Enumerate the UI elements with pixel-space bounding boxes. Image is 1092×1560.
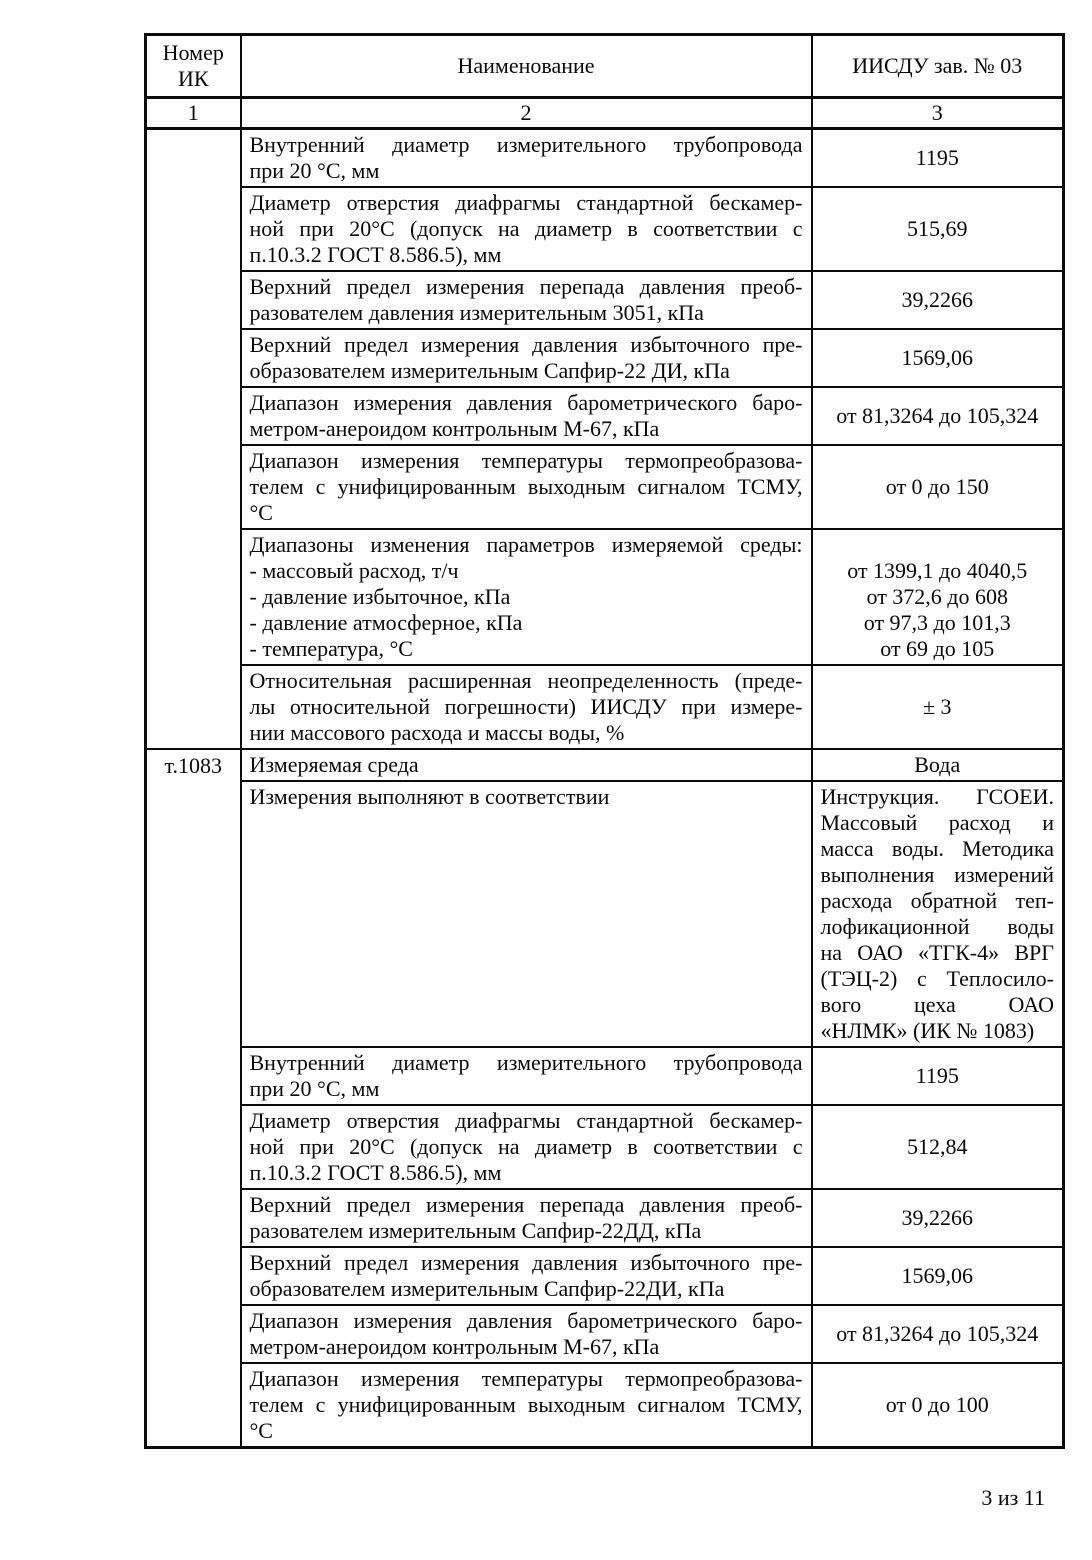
- column-number-row: [146, 98, 1064, 129]
- text-line: разователем давления измерительным 3051, кПа: [249, 300, 704, 325]
- text-line: лофикационной воды: [820, 914, 1054, 939]
- text-line: 1195: [915, 145, 959, 170]
- name-cell: [241, 749, 812, 781]
- name-cell: [241, 271, 812, 329]
- text-line: - массовый расход, т/ч: [249, 558, 459, 583]
- text-line: 1195: [915, 1063, 959, 1088]
- column-number-1: 1: [146, 98, 241, 129]
- text-line: образователем измерительным Сапфир-22ДИ, кПа: [249, 1276, 725, 1301]
- text-line: ной при 20°С (допуск на диаметр в соответствии с: [249, 216, 803, 241]
- table-row: [146, 529, 1064, 665]
- text-line: расхода обратной теп-: [820, 888, 1054, 913]
- text-line: вого цеха ОАО: [820, 992, 1054, 1017]
- value-cell: [812, 781, 1064, 1047]
- table-row: [146, 187, 1064, 271]
- measurement-table: [144, 33, 1065, 1449]
- text-line: Верхний предел измерения давления избыточного пре-: [249, 1250, 803, 1275]
- text-line: при 20 °С, мм: [249, 158, 380, 183]
- text-line: от 0 до 150: [885, 474, 989, 499]
- text-line: Диаметр отверстия диафрагмы стандартной бескамер-: [249, 190, 803, 215]
- text-line: - температура, °С: [249, 636, 413, 661]
- text-line: п.10.3.2 ГОСТ 8.586.5), мм: [249, 1160, 502, 1185]
- text-line: Верхний предел измерения перепада давления преоб-: [249, 1192, 803, 1217]
- table-row: [146, 129, 1064, 188]
- text-line: Диапазон измерения давления барометрического баро-: [249, 390, 803, 415]
- text-line: телем с унифицированным выходным сигналом ТСМУ,: [249, 474, 803, 499]
- text-line: - давление избыточное, кПа: [249, 584, 511, 609]
- text-line: Верхний предел измерения перепада давления преоб-: [249, 274, 803, 299]
- text-line: Измерения выполняют в соответствии: [249, 784, 610, 809]
- name-cell: [241, 129, 812, 188]
- text-line: от 372,6 до 608: [866, 584, 1009, 609]
- value-cell: [812, 1047, 1064, 1105]
- text-line: Внутренний диаметр измерительного трубопровода: [249, 132, 803, 157]
- col-header-name: Наименование: [241, 35, 812, 98]
- text-line: масса воды. Методика: [820, 836, 1054, 861]
- column-number-3: 3: [812, 98, 1064, 129]
- text-line: п.10.3.2 ГОСТ 8.586.5), мм: [249, 242, 502, 267]
- text-line: (ТЭЦ-2) с Теплосило-: [820, 966, 1054, 991]
- text-line: от 97,3 до 101,3: [863, 610, 1011, 635]
- name-cell: [241, 1305, 812, 1363]
- text-line: Относительная расширенная неопределенность (преде-: [249, 668, 803, 693]
- text-line: Диапазон измерения температуры термопреобразова-: [249, 1366, 803, 1391]
- value-cell: [812, 665, 1064, 749]
- value-cell: [812, 1189, 1064, 1247]
- text-line: при 20 °С, мм: [249, 1076, 380, 1101]
- name-cell: [241, 781, 812, 1047]
- page-number: 3 из 11: [981, 1485, 1045, 1510]
- text-line: Инструкция. ГСОЕИ.: [820, 784, 1054, 809]
- text-line: 1569,06: [901, 345, 973, 370]
- text-line: от 81,3264 до 105,324: [836, 1321, 1039, 1346]
- col-header-ik-number: [146, 35, 241, 98]
- text-line: 39,2266: [901, 287, 973, 312]
- name-cell: [241, 1247, 812, 1305]
- table-row: [146, 781, 1064, 1047]
- text-line: Верхний предел измерения давления избыточного пре-: [249, 332, 803, 357]
- table-row: [146, 1105, 1064, 1189]
- table-row: [146, 1363, 1064, 1448]
- value-cell: [812, 129, 1064, 188]
- text-line: ± 3: [922, 694, 952, 719]
- table-row: [146, 271, 1064, 329]
- table-row: [146, 445, 1064, 529]
- text-line: Внутренний диаметр измерительного трубопровода: [249, 1050, 803, 1075]
- column-number-2: 2: [241, 98, 812, 129]
- value-cell: [812, 329, 1064, 387]
- text-line: метром-анероидом контрольным М-67, кПа: [249, 416, 660, 441]
- text-line: выполнения измерений: [820, 862, 1054, 887]
- value-cell: [812, 271, 1064, 329]
- text-line: от 0 до 100: [885, 1392, 989, 1417]
- text-line: - давление атмосферное, кПа: [249, 610, 523, 635]
- col-header-iisdu: ИИСДУ зав. № 03: [812, 35, 1064, 98]
- value-cell: [812, 529, 1064, 665]
- table-row: [146, 665, 1064, 749]
- text-line: от 1399,1 до 4040,5: [847, 558, 1028, 583]
- name-cell: [241, 1047, 812, 1105]
- text-line: телем с унифицированным выходным сигналом ТСМУ,: [249, 1392, 803, 1417]
- value-cell: [812, 1363, 1064, 1448]
- text-line: метром-анероидом контрольным М-67, кПа: [249, 1334, 660, 1359]
- table-row: [146, 749, 1064, 781]
- table-row: [146, 1189, 1064, 1247]
- text-line: Вода: [914, 752, 961, 777]
- table-row: [146, 1305, 1064, 1363]
- name-cell: [241, 387, 812, 445]
- ik-number-cell: т.1083: [146, 749, 241, 1448]
- value-cell: [812, 749, 1064, 781]
- value-cell: [812, 445, 1064, 529]
- text-line: 1569,06: [901, 1263, 973, 1288]
- name-cell: [241, 187, 812, 271]
- text-line: «НЛМК» (ИК № 1083): [820, 1018, 1035, 1043]
- text-line: от 81,3264 до 105,324: [836, 403, 1039, 428]
- text-line: образователем измерительным Сапфир-22 ДИ, кПа: [249, 358, 730, 383]
- table-row: [146, 1047, 1064, 1105]
- text-line: ной при 20°С (допуск на диаметр в соответствии с: [249, 1134, 803, 1159]
- value-cell: [812, 1305, 1064, 1363]
- name-cell: [241, 1105, 812, 1189]
- text-line: °С: [249, 500, 273, 525]
- value-cell: [812, 1247, 1064, 1305]
- text-line: °С: [249, 1418, 273, 1443]
- text-line: 512,84: [907, 1134, 968, 1159]
- table-header-row: [146, 35, 1064, 98]
- ik-number-cell: [146, 129, 241, 750]
- text-line: разователем измерительным Сапфир-22ДД, кПа: [249, 1218, 702, 1243]
- text-line: Диапазон измерения температуры термопреобразова-: [249, 448, 803, 473]
- value-cell: [812, 1105, 1064, 1189]
- text-line: от 69 до 105: [880, 636, 995, 661]
- table-row: [146, 1247, 1064, 1305]
- name-cell: [241, 1189, 812, 1247]
- text-line: Диаметр отверстия диафрагмы стандартной бескамер-: [249, 1108, 803, 1133]
- name-cell: [241, 445, 812, 529]
- text-line: лы относительной погрешности) ИИСДУ при измере-: [249, 694, 803, 719]
- name-cell: [241, 665, 812, 749]
- table-row: [146, 329, 1064, 387]
- value-cell: [812, 387, 1064, 445]
- text-line: Диапазоны изменения параметров измеряемой среды:: [249, 532, 803, 557]
- table-row: [146, 387, 1064, 445]
- value-cell: [812, 187, 1064, 271]
- name-cell: [241, 1363, 812, 1448]
- text-line: ИК: [177, 66, 209, 91]
- text-line: Номер: [162, 40, 224, 65]
- text-line: Массовый расход и: [820, 810, 1054, 835]
- name-cell: [241, 329, 812, 387]
- text-line: нии массового расхода и массы воды, %: [249, 720, 625, 745]
- text-line: 515,69: [907, 216, 968, 241]
- text-line: Диапазон измерения давления барометрического баро-: [249, 1308, 803, 1333]
- text-line: на ОАО «ТГК-4» ВРГ: [820, 940, 1054, 965]
- table-body: [146, 129, 1064, 1448]
- text-line: Измеряемая среда: [249, 752, 419, 777]
- name-cell: [241, 529, 812, 665]
- text-line: 39,2266: [901, 1205, 973, 1230]
